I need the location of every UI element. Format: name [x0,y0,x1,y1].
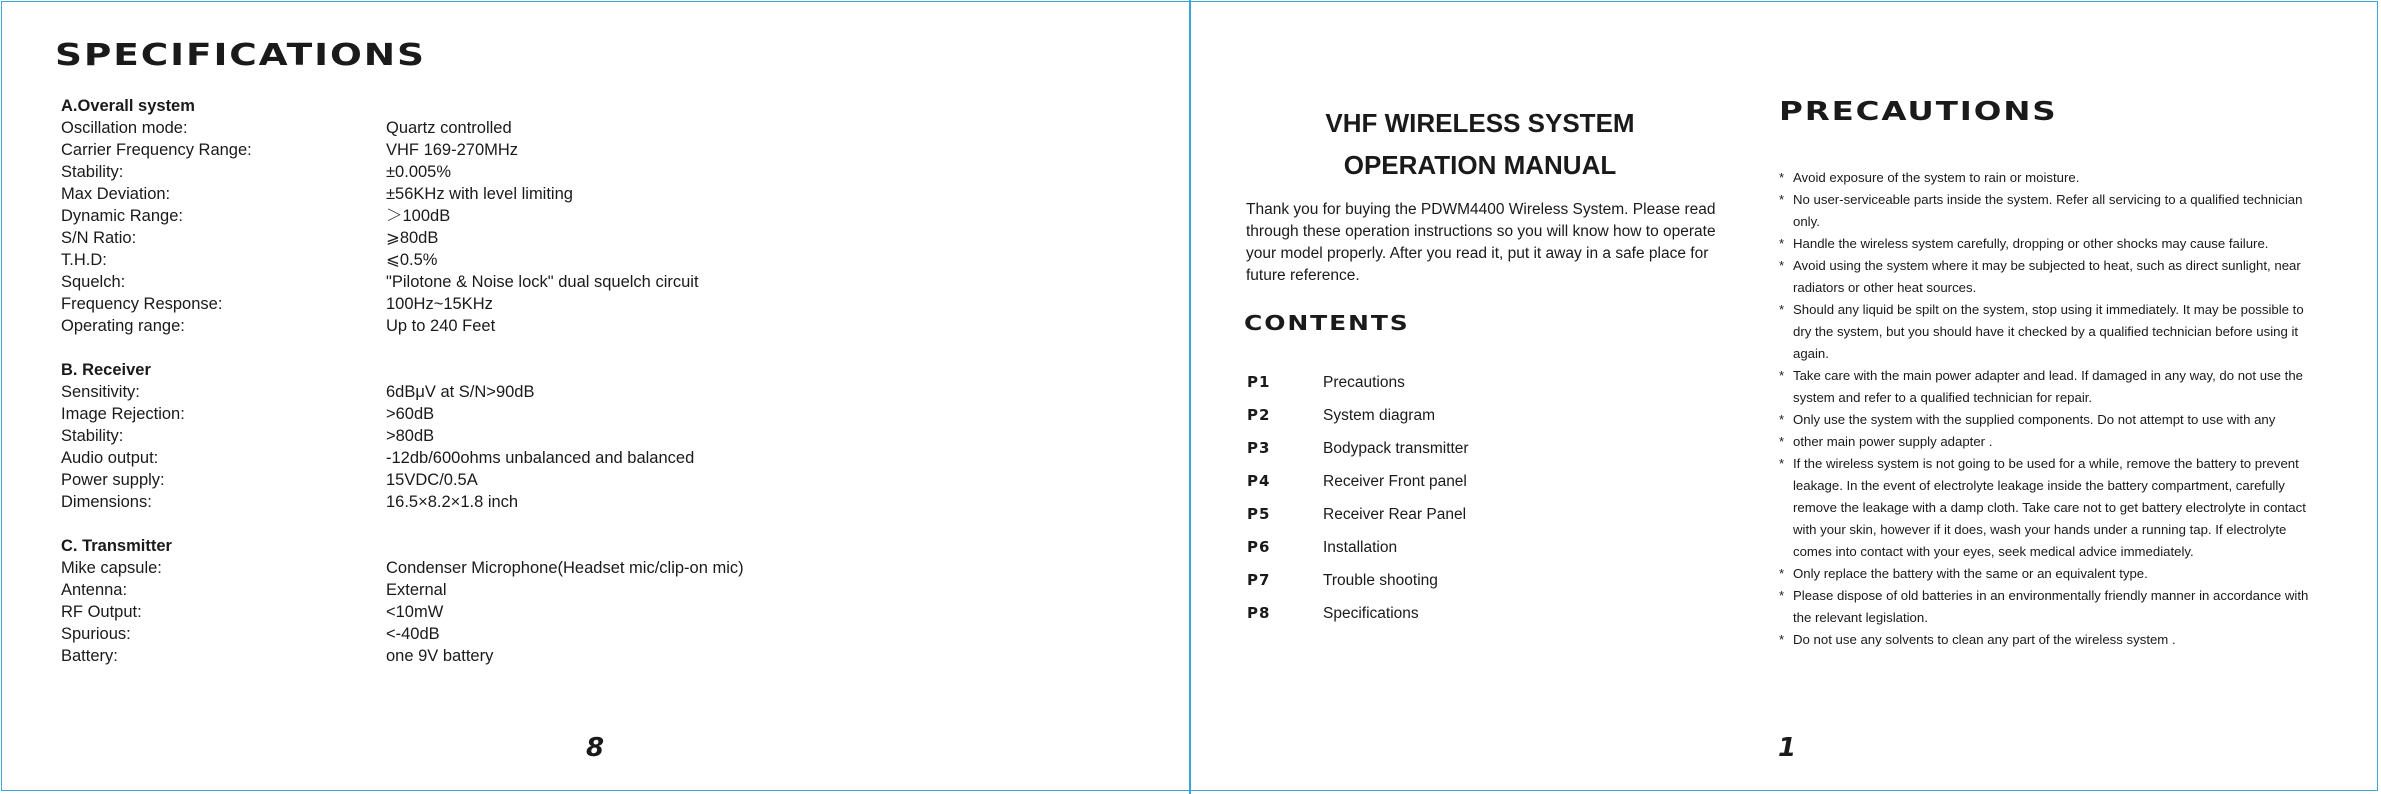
precaution-text: Please dispose of old batteries in an environmentally friendly manner in accordance with the relevant legislation. [1793,588,2309,625]
contents-item [1247,432,1469,465]
spec-row [61,227,744,249]
spec-value: External [386,581,447,599]
precaution-text: Avoid using the system where it may be subjected to heat, such as direct sunlight, near radiators or other heat sources. [1793,258,2301,295]
manual-title [1245,102,1715,186]
contents-list [1247,366,1469,630]
contents-item [1247,366,1469,399]
precaution-item [1779,629,2319,651]
spec-row [61,557,744,579]
spec-row [61,601,744,623]
contents-page-code: P1 [1247,373,1271,391]
precaution-text: Only use the system with the supplied components. Do not attempt to use with any [1793,412,2276,427]
precaution-item [1779,189,2319,233]
spec-label: Image Rejection: [61,405,185,423]
precaution-item [1779,299,2319,365]
bullet-marker: * [1779,588,1785,603]
precaution-item [1779,233,2319,255]
spec-label: Carrier Frequency Range: [61,141,252,159]
spec-value: Condenser Microphone(Headset mic/clip-on mic) [386,559,744,577]
contents-label: Trouble shooting [1323,572,1438,589]
spec-value: ⩾80dB [386,229,439,247]
bullet-marker: * [1779,368,1785,383]
precaution-text: Do not use any solvents to clean any part of the wireless system . [1793,632,2176,647]
contents-label: System diagram [1323,407,1435,424]
contents-item [1247,564,1469,597]
spec-row [61,271,744,293]
precaution-text: Handle the wireless system carefully, dropping or other shocks may cause failure. [1793,236,2269,251]
spec-row [61,579,744,601]
bullet-marker: * [1779,302,1785,317]
precautions-list [1779,167,2319,651]
spec-row [61,183,744,205]
contents-item [1247,597,1469,630]
precaution-item [1779,431,2319,453]
precautions-title: PRECAUTIONS [1779,97,2058,127]
spec-value: <-40dB [386,625,440,643]
spec-row [61,293,744,315]
contents-label: Installation [1323,539,1398,556]
contents-label: Receiver Front panel [1323,473,1467,490]
spec-row [61,161,744,183]
contents-title: CONTENTS [1244,311,1410,335]
page-number-right: 1 [1778,733,1797,763]
contents-item [1247,399,1469,432]
specifications-title: SPECIFICATIONS [55,38,426,73]
page-fold-divider [1189,0,1191,794]
bullet-marker: * [1779,566,1785,581]
spec-label: Battery: [61,647,118,665]
spec-value: 16.5×8.2×1.8 inch [386,493,519,511]
spec-value: ±0.005% [386,163,452,181]
contents-page-code: P3 [1247,439,1271,457]
spec-label: T.H.D: [61,251,107,269]
contents-item [1247,465,1469,498]
contents-label: Specifications [1323,605,1419,622]
spec-value: ⩽0.5% [386,251,438,269]
spec-value: 6dBμV at S/N>90dB [386,383,535,401]
spec-label: S/N Ratio: [61,229,137,247]
spec-label: Oscillation mode: [61,119,188,137]
intro-paragraph: Thank you for buying the PDWM4400 Wireless System. Please read through these operation instructions so you will know how to operate your model properly. After you read it, put it away in a safe place for future reference. [1246,201,1716,284]
spec-label: Dimensions: [61,493,152,511]
spec-label: Squelch: [61,273,126,291]
contents-item [1247,498,1469,531]
bullet-marker: * [1779,412,1785,427]
page-number-left: 8 [586,733,605,763]
section-spacer [61,513,744,535]
spec-label: Dynamic Range: [61,207,183,225]
contents-page-code: P7 [1247,571,1271,589]
spec-section-heading: A.Overall system [61,97,195,115]
spec-value: ±56KHz with level limiting [386,185,573,203]
precaution-text: Take care with the main power adapter and lead. If damaged in any way, do not use the system and refer to a qualified technician for repair. [1793,368,2303,405]
contents-label: Receiver Rear Panel [1323,506,1467,523]
spec-value: "Pilotone & Noise lock" dual squelch circuit [386,273,699,291]
spec-row [61,139,744,161]
specifications-list [61,95,744,667]
precaution-item [1779,563,2319,585]
contents-page-code: P8 [1247,604,1271,622]
spec-label: Sensitivity: [61,383,140,401]
precaution-text: No user-serviceable parts inside the system. Refer all servicing to a qualified technician only. [1793,192,2303,229]
spec-label: Spurious: [61,625,131,643]
spec-row [61,425,744,447]
spec-value: 15VDC/0.5A [386,471,478,489]
spec-value: Quartz controlled [386,119,512,137]
precaution-item [1779,409,2319,431]
section-spacer [61,337,744,359]
precaution-text: Only replace the battery with the same or an equivalent type. [1793,566,2148,581]
precaution-item [1779,585,2319,629]
bullet-marker: * [1779,434,1785,449]
spec-label: RF Output: [61,603,142,621]
spec-label: Mike capsule: [61,559,162,577]
spec-row [61,381,744,403]
spec-section-heading: C. Transmitter [61,537,172,555]
spec-row [61,249,744,271]
spec-row [61,447,744,469]
precaution-text: Avoid exposure of the system to rain or moisture. [1793,170,2080,185]
precaution-text: other main power supply adapter . [1793,434,1993,449]
manual-title-line-1: VHF WIRELESS SYSTEM [1325,108,1635,138]
contents-page-code: P2 [1247,406,1271,424]
precaution-item [1779,167,2319,189]
spec-value: ＞100dB [386,207,451,225]
spec-row [61,403,744,425]
spec-label: Audio output: [61,449,159,467]
contents-page-code: P5 [1247,505,1271,523]
spec-label: Operating range: [61,317,185,335]
bullet-marker: * [1779,192,1785,207]
precaution-item [1779,453,2319,563]
bullet-marker: * [1779,456,1785,471]
spec-row [61,623,744,645]
bullet-marker: * [1779,170,1785,185]
spec-value: >80dB [386,427,435,445]
contents-item [1247,531,1469,564]
spec-value: -12db/600ohms unbalanced and balanced [386,449,695,467]
contents-page-code: P4 [1247,472,1271,490]
spec-label: Frequency Response: [61,295,223,313]
spec-value: one 9V battery [386,647,494,665]
spec-value: Up to 240 Feet [386,317,496,335]
bullet-marker: * [1779,258,1785,273]
spec-label: Antenna: [61,581,128,599]
spec-value: VHF 169-270MHz [386,141,519,159]
spec-label: Stability: [61,163,124,181]
spec-row [61,491,744,513]
spec-section-heading: B. Receiver [61,361,151,379]
spec-value: 100Hz~15KHz [386,295,493,313]
manual-title-line-2: OPERATION MANUAL [1343,150,1617,180]
spec-label: Power supply: [61,471,165,489]
contents-label: Bodypack transmitter [1323,440,1469,457]
precaution-text: Should any liquid be spilt on the system, stop using it immediately. It may be possible to dry the system, but you should have it checked by a qualified technician before using it again. [1793,302,2304,361]
spec-label: Stability: [61,427,124,445]
spec-value: >60dB [386,405,435,423]
bullet-marker: * [1779,632,1785,647]
spec-row [61,205,744,227]
spec-label: Max Deviation: [61,185,171,203]
precaution-item [1779,365,2319,409]
bullet-marker: * [1779,236,1785,251]
precaution-item [1779,255,2319,299]
spec-row [61,315,744,337]
contents-label: Precautions [1323,374,1405,391]
precaution-text: If the wireless system is not going to be used for a while, remove the battery to prevent leakage. In the event of electrolyte leakage inside the battery compartment, carefully remove the leakage with a damp cloth. Take care not to get battery electrolyte in contact with your skin, however if it does, wash your hands under a running tap. If electrolyte comes into contact with your eyes, seek medical advice immediately. [1793,456,2306,559]
spec-value: <10mW [386,603,444,621]
spec-row [61,117,744,139]
spec-row [61,469,744,491]
spec-row [61,645,744,667]
contents-page-code: P6 [1247,538,1271,556]
